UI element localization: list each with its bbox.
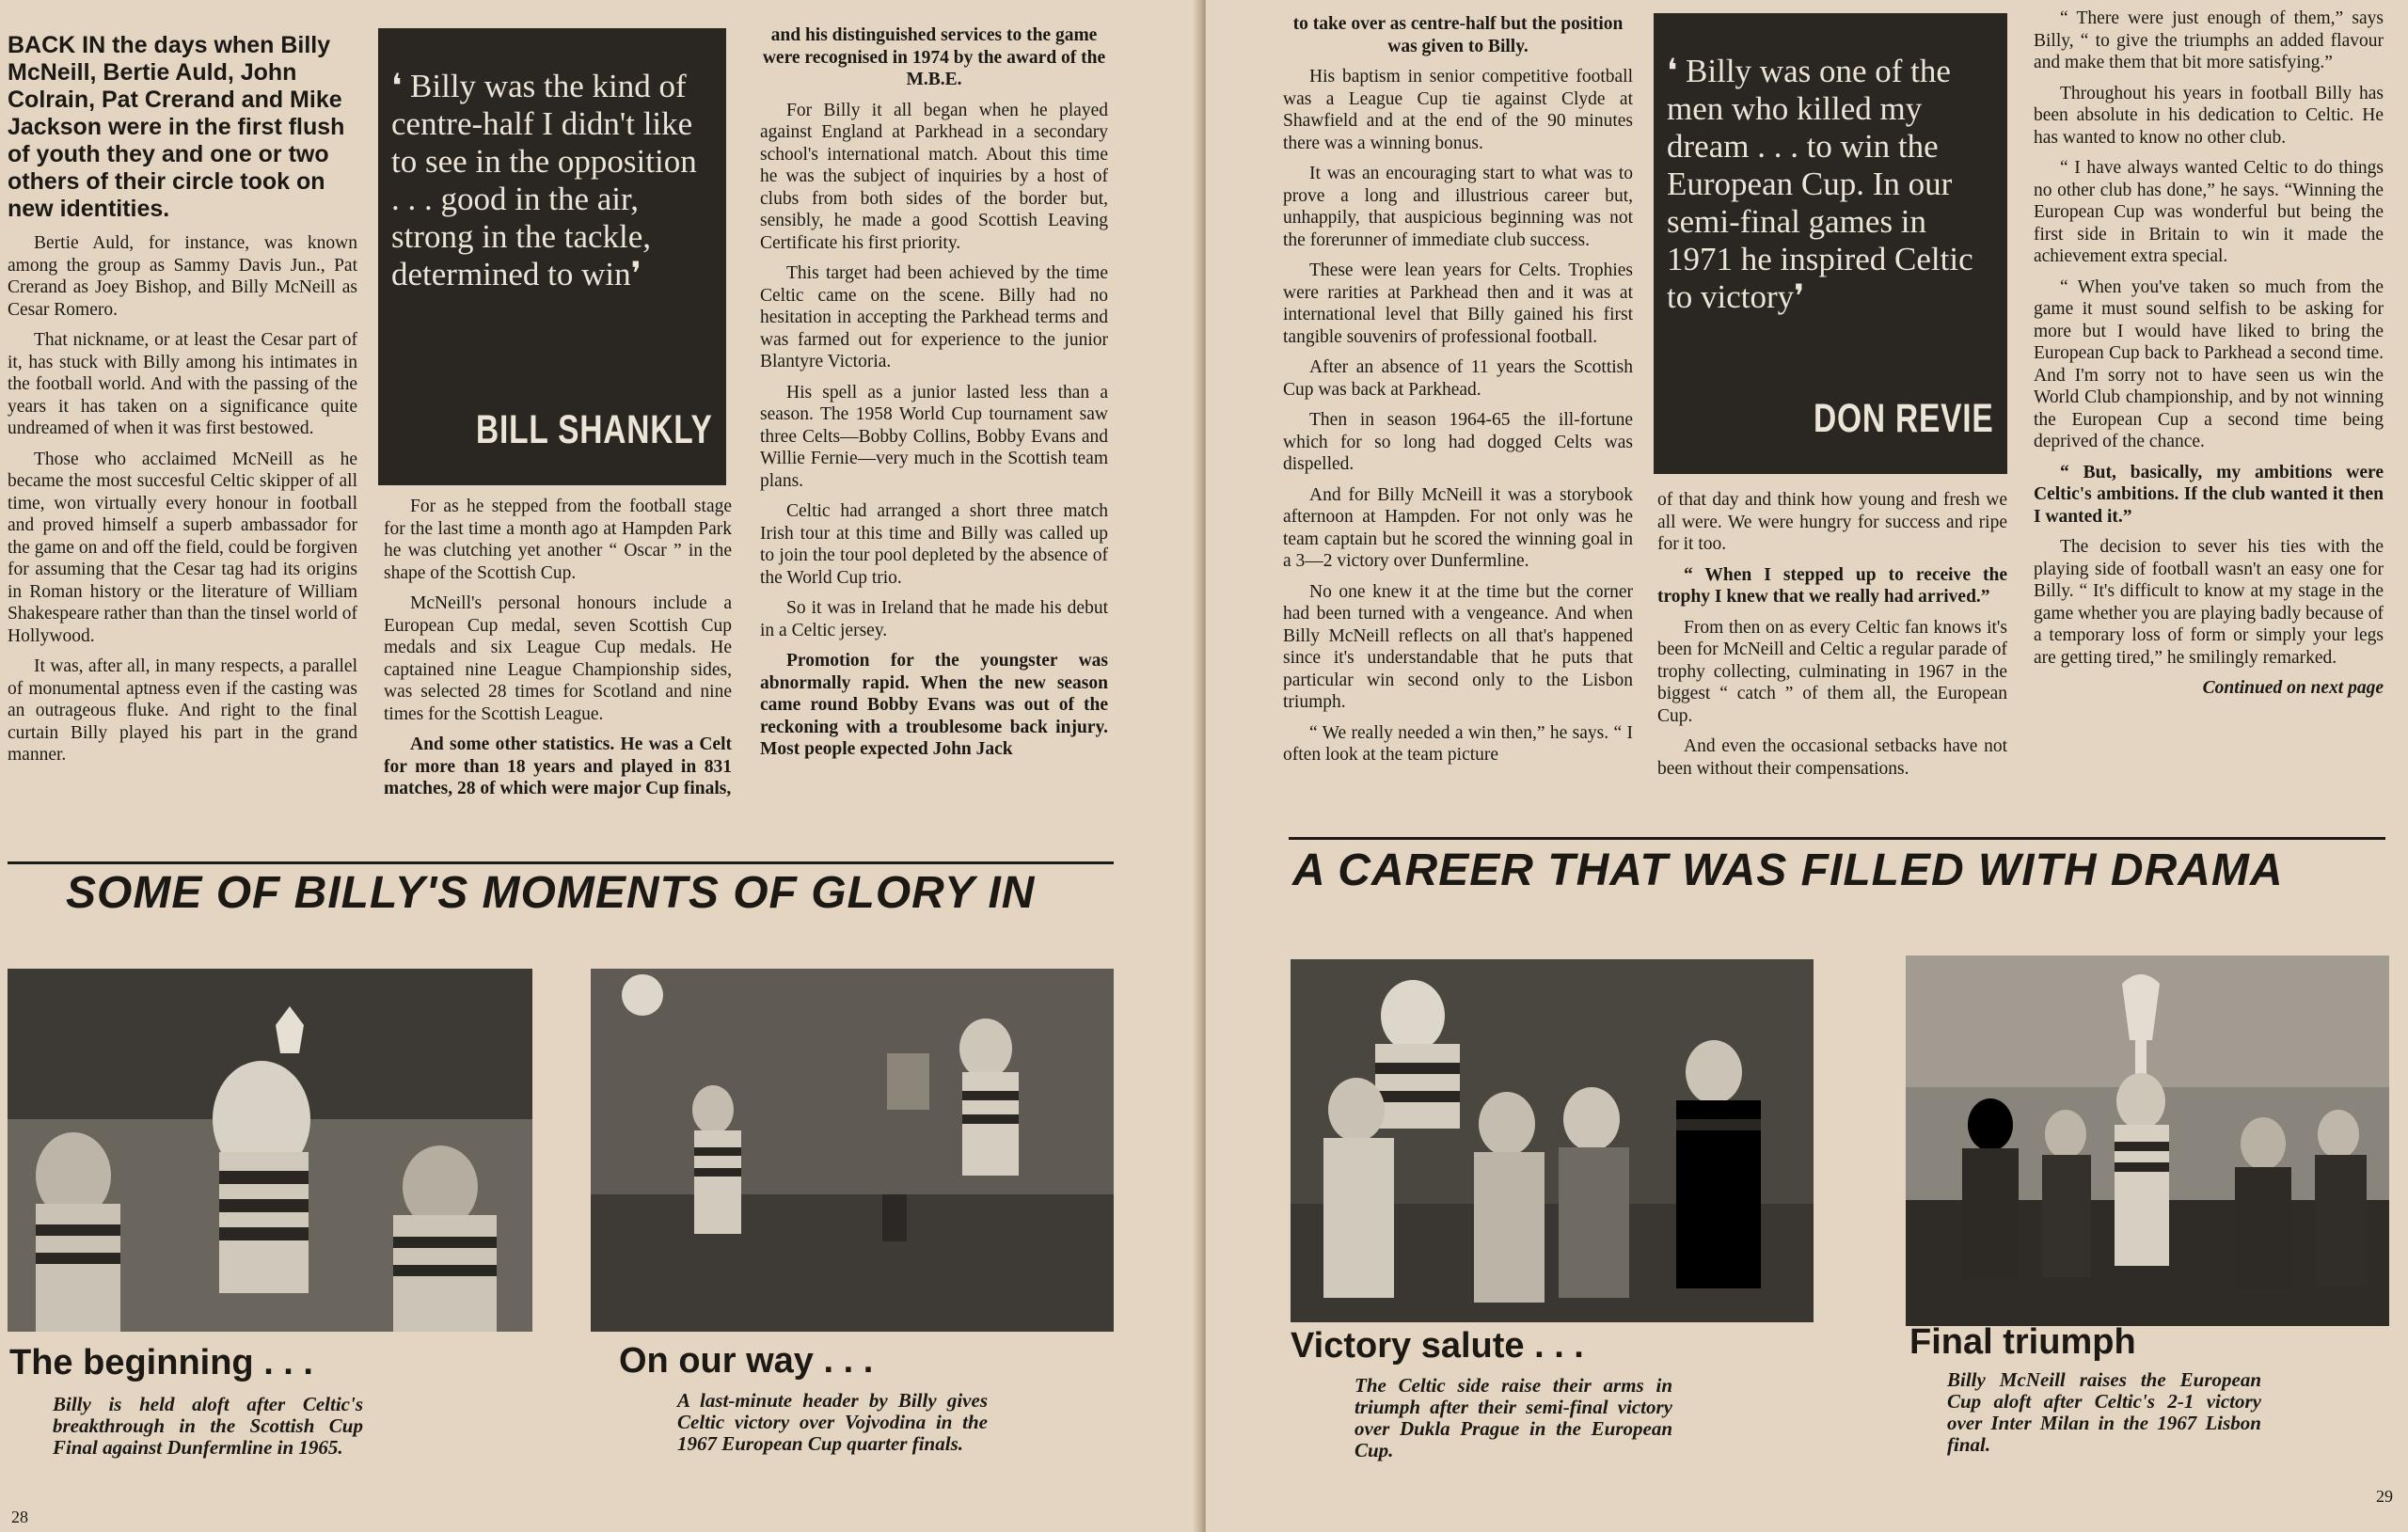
- paragraph: It was an encouraging start to what was to prove a long and illustrious career but, unhappily, that auspicious beginning was not the forerunner of immediate club success.: [1283, 164, 1633, 250]
- paragraph: And even the occasional setbacks have not been without their compensations.: [1657, 736, 2007, 779]
- paragraph: So it was in Ireland that he made his debut in a Celtic jersey.: [760, 598, 1108, 640]
- paragraph: These were lean years for Celts. Trophies were rarities at Parkhead then and it was at international level that Billy gained his first tangible souvenirs of professional football.: [1283, 261, 1633, 347]
- paragraph: and his distinguished services to the game were recognised in 1974 by the award of the M.B.E.: [762, 25, 1106, 89]
- paragraph: For as he stepped from the football stage for the last time a month ago at Hampden Park he was clutching yet another “ Oscar ” in the shape of the Scottish Cup.: [384, 497, 732, 583]
- section-banner-left: SOME OF BILLY'S MOMENTS OF GLORY IN: [66, 868, 1036, 918]
- paragraph: Promotion for the youngster was abnormally rapid. When the new season came round Bobby Evans was out of the reckoning with a troublesome back injury. Most people expected John Jack: [760, 651, 1108, 759]
- article-column-1: [1283, 13, 1633, 775]
- pull-quote-shankly: [378, 28, 726, 485]
- divider: [8, 861, 1114, 864]
- paragraph: “ We really needed a win then,” he says. “ I often look at the team picture: [1283, 722, 1633, 765]
- continued-note: Continued on next page: [2202, 678, 2384, 698]
- caption-title: Victory salute . . .: [1291, 1326, 1584, 1366]
- paragraph: That nickname, or at least the Cesar part of it, has stuck with Billy among his intimates in the football world. And with the passing of the years it has taken on a significance quite undreamed of when it was first bestowed.: [8, 330, 357, 438]
- article-column-2: [384, 496, 732, 809]
- paragraph: And some other statistics. He was a Celt for more than 18 years and played in 831 matches, 28 of which were major Cup finals,: [384, 734, 732, 798]
- pull-quote-text: ❛ Billy was the kind of centre-half I didn't like to see in the opposition . . . good in the air, strong in the tackle, determined to win❜: [391, 68, 697, 292]
- photo-final-triumph: [1906, 956, 2389, 1326]
- article-column-3: [2034, 8, 2384, 708]
- paragraph: Celtic had arranged a short three match Irish tour at this time and Billy was called up to join the tour pool depleted by the absence of the World Cup trio.: [760, 501, 1108, 588]
- pull-quote-attribution: BILL SHANKLY: [476, 407, 713, 452]
- paragraph: “ When I stepped up to receive the trophy I knew that we really had arrived.”: [1657, 564, 2007, 607]
- article-column-1: [8, 32, 357, 775]
- pull-quote-revie: [1654, 13, 2007, 474]
- paragraph: Throughout his years in football Billy has been absolute in his dedication to Celtic. He has wanted to know no other club.: [2034, 83, 2384, 148]
- article-column-3: [760, 24, 1108, 769]
- page-number: 29: [2376, 1487, 2393, 1506]
- caption-text: A last-minute header by Billy gives Celtic victory over Vojvodina in the 1967 European Cup quarter finals.: [677, 1389, 988, 1455]
- right-page: [1206, 0, 2408, 1532]
- paragraph: Bertie Auld, for instance, was known among the group as Sammy Davis Jun., Pat Crerand as Joey Bishop, and Billy McNeill as Cesar Romero.: [8, 233, 357, 320]
- paragraph: “ When you've taken so much from the game it must sound selfish to be asking for more but I would have liked to bring the European Cup back to Parkhead a second time. And I'm sorry not to have seen us win the World Club championship, and by not winning the European Cup a second time being deprived of the chance.: [2034, 276, 2384, 451]
- photo-victory-salute: [1291, 959, 1814, 1322]
- paragraph: to take over as centre-half but the position was given to Billy.: [1292, 14, 1624, 56]
- caption-text: Billy McNeill raises the European Cup aloft after Celtic's 2-1 victory over Inter Milan in the 1967 Lisbon final.: [1947, 1368, 2261, 1456]
- caption-text: Billy is held aloft after Celtic's breakthrough in the Scottish Cup Final against Dunfermline in 1965.: [53, 1393, 363, 1459]
- paragraph: After an absence of 11 years the Scottish Cup was back at Parkhead.: [1283, 357, 1633, 400]
- paragraph: The decision to sever his ties with the playing side of football wasn't an easy one for Billy. “ It's difficult to know at my stage in the game whether you are playing badly because of a temporary loss of form or simply your legs are getting tired,” he smilingly remarked.: [2034, 537, 2384, 668]
- paragraph: From then on as every Celtic fan knows it's been for McNeill and Celtic a regular parade of trophy collecting, culminating in 1967 in the biggest “ catch ” of them all, the European Cup.: [1657, 617, 2007, 726]
- paragraph: “ I have always wanted Celtic to do things no other club has done,” he says. “Winning the European Cup was wonderful but being the first side in Britain to win it made the achievement extra special.: [2034, 158, 2384, 266]
- section-banner-right: A CAREER THAT WAS FILLED WITH DRAMA: [1292, 845, 2284, 895]
- paragraph: It was, after all, in many respects, a parallel of monumental aptness even if the casting was an outrageous fluke. And right to the final curtain Billy played his part in the grand manner.: [8, 656, 357, 765]
- caption-title: Final triumph: [1909, 1322, 2136, 1362]
- caption-title: The beginning . . .: [9, 1343, 313, 1382]
- article-column-2: [1657, 489, 2007, 788]
- paragraph: Then in season 1964-65 the ill-fortune which for so long had dogged Celts was dispelled.: [1283, 410, 1633, 474]
- paragraph: “ There were just enough of them,” says Billy, “ to give the triumphs an added flavour and make them that bit more satisfying.”: [2034, 8, 2384, 72]
- paragraph: This target had been achieved by the time Celtic came on the scene. Billy had no hesitation in accepting the Parkhead terms and was farmed out for experience to the junior Blantyre Victoria.: [760, 263, 1108, 371]
- caption-text: The Celtic side raise their arms in triumph after their semi-final victory over Dukla Prague in the European Cup.: [1354, 1374, 1672, 1461]
- paragraph: Those who acclaimed McNeill as he became the most succesful Celtic skipper of all time, won virtually every honour in football and proved himself a superb ambassador for the game on and off the field, could be forgiven for assuming that the Cesar tag had its origins in Roman history or the literature of William Shakespeare rather than than the tinsel world of Hollywood.: [8, 449, 357, 646]
- paragraph: And for Billy McNeill it was a storybook afternoon at Hampden. For not only was he team captain but he scored the winning goal in a 3—2 victory over Dunfermline.: [1283, 484, 1633, 571]
- paragraph: For Billy it all began when he played against England at Parkhead in a secondary school's international match. About this time he was the subject of inquiries by a host of clubs from both sides of the border but, sensibly, he made a good Scottish Leaving Certificate his first priority.: [760, 100, 1108, 253]
- paragraph: McNeill's personal honours include a European Cup medal, seven Scottish Cup medals and six League Cup medals. He captained nine League Championship sides, was selected 28 times for Scotland and nine times for the Scottish League.: [384, 593, 732, 724]
- photo-the-beginning: [8, 969, 532, 1332]
- divider: [1289, 837, 2385, 840]
- page-number: 28: [11, 1508, 28, 1526]
- pull-quote-text: ❛ Billy was one of the men who killed my dream . . . to win the European Cup. In our semi-final games in 1971 he inspired Celtic to victory❜: [1667, 53, 1973, 315]
- paragraph: His baptism in senior competitive football was a League Cup tie against Clyde at Shawfield and at the end of the 90 minutes there was a winning bonus.: [1283, 67, 1633, 153]
- paragraph: “ But, basically, my ambitions were Celtic's ambitions. If the club wanted it then I wanted it.”: [2034, 462, 2384, 527]
- paragraph: His spell as a junior lasted less than a season. The 1958 World Cup tournament saw three Celts—Bobby Collins, Bobby Evans and Willie Fernie—very much in the Scottish team plans.: [760, 382, 1108, 491]
- article-lead: BACK IN the days when Billy McNeill, Bertie Auld, John Colrain, Pat Crerand and Mike Jackson were in the first flush of youth they and one or two others of their circle took on new identities.: [8, 32, 345, 222]
- paragraph: of that day and think how young and fresh we all were. We were hungry for success and ripe for it too.: [1657, 490, 2007, 554]
- photo-on-our-way: [591, 969, 1114, 1332]
- left-page: [0, 0, 1200, 1532]
- caption-title: On our way . . .: [619, 1341, 874, 1381]
- paragraph: No one knew it at the time but the corner had been turned with a vengeance. And when Billy McNeill reflects on all that's happened since it's understandable that he puts that particular win second only to the Lisbon triumph.: [1283, 581, 1633, 712]
- pull-quote-attribution: DON REVIE: [1814, 396, 1994, 441]
